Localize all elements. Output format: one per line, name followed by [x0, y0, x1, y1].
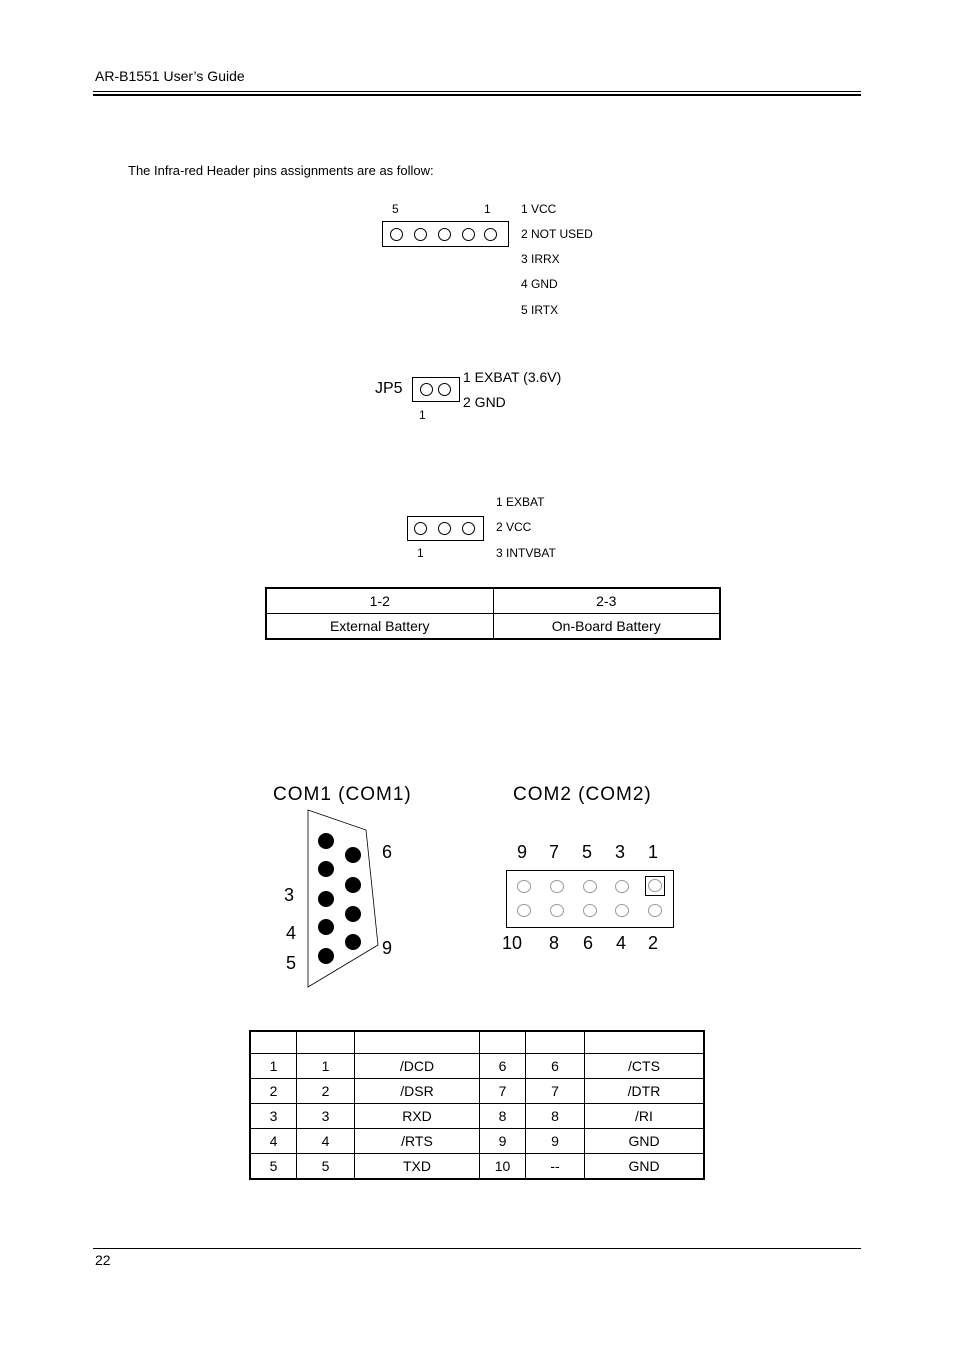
table-header-cell: [250, 1031, 297, 1054]
table-cell: GND: [585, 1154, 705, 1180]
header-rule-top: [93, 91, 861, 92]
table-row: [266, 614, 720, 640]
ir-pin-desc: 4 GND: [521, 277, 558, 291]
com2-pin: [615, 880, 629, 893]
header-rule-bottom: [93, 94, 861, 96]
com2-header-connector: [506, 870, 674, 928]
table-header-row: [250, 1031, 704, 1054]
ir-pin-5-label: 5: [392, 202, 399, 216]
table-cell: 4: [297, 1129, 355, 1154]
table-cell: 3: [297, 1104, 355, 1129]
table-header-row: [266, 588, 720, 614]
table-cell: 5: [250, 1154, 297, 1180]
table-cell: --: [526, 1154, 585, 1180]
ir-pin-desc: 2 NOT USED: [521, 227, 593, 241]
battery-setting-table: [265, 587, 721, 640]
table-cell: 6: [480, 1054, 526, 1079]
table-cell: /DTR: [585, 1079, 705, 1104]
battery-pin-desc: 2 VCC: [496, 520, 532, 534]
com1-pin-dot: [345, 847, 361, 863]
com-pin-assignment-table: [249, 1030, 705, 1180]
table-cell: External Battery: [266, 614, 493, 640]
table-header-cell: [480, 1031, 526, 1054]
com2-title: COM2 (COM2): [513, 784, 652, 805]
com2-pin: [583, 904, 597, 917]
table-row: [250, 1154, 704, 1180]
com2-bottom-label: 10: [502, 933, 523, 953]
battery-jumper-pin: [414, 522, 427, 535]
table-cell: 1: [250, 1054, 297, 1079]
ir-pin: [414, 228, 427, 241]
com2-top-label: 1: [648, 842, 659, 862]
battery-jumper-connector: [407, 516, 484, 541]
table-cell: 1: [297, 1054, 355, 1079]
table-cell: 3: [250, 1104, 297, 1129]
com1-label-6: 6: [382, 842, 393, 862]
ir-pin-1-label: 1: [484, 202, 491, 216]
com2-bottom-label: 4: [616, 933, 627, 953]
com1-pin-dot: [318, 861, 334, 877]
com1-pin-dot: [345, 877, 361, 893]
com2-top-label: 9: [517, 842, 528, 862]
com2-pin: [550, 880, 564, 893]
com1-pin-dot: [318, 833, 334, 849]
table-row: [250, 1054, 704, 1079]
table-cell: 2: [297, 1079, 355, 1104]
jp5-pin: [438, 383, 451, 396]
ir-pin-desc: 1 VCC: [521, 202, 557, 216]
ir-pin: [438, 228, 451, 241]
com2-pin: [583, 880, 597, 893]
page-header-title: AR-B1551 User’s Guide: [95, 68, 245, 84]
jp5-pin: [420, 383, 433, 396]
table-row: [250, 1129, 704, 1154]
com1-label-5: 5: [286, 953, 297, 973]
table-cell: /DSR: [355, 1079, 480, 1104]
ir-pin-desc: 3 IRRX: [521, 252, 560, 266]
com1-pin-dot: [318, 891, 334, 907]
table-cell: TXD: [355, 1154, 480, 1180]
com1-pin-dot: [318, 948, 334, 964]
table-header-cell: 2-3: [493, 588, 720, 614]
table-header-cell: [297, 1031, 355, 1054]
com1-label-9: 9: [382, 938, 393, 958]
com2-pin: [648, 879, 662, 892]
com2-pin: [550, 904, 564, 917]
battery-jumper-pin: [438, 522, 451, 535]
com1-title: COM1 (COM1): [273, 784, 412, 805]
com2-bottom-label: 6: [583, 933, 594, 953]
table-cell: 8: [526, 1104, 585, 1129]
battery-pin-desc: 3 INTVBAT: [496, 546, 556, 560]
ir-header-connector: [382, 221, 509, 247]
com1-label-4: 4: [286, 923, 297, 943]
com2-top-label: 5: [582, 842, 593, 862]
ir-pin: [484, 228, 497, 241]
table-cell: 6: [526, 1054, 585, 1079]
table-cell: 8: [480, 1104, 526, 1129]
com2-top-label: 7: [549, 842, 560, 862]
com1-db9-outline: [300, 805, 393, 995]
page-number: 22: [95, 1252, 111, 1268]
table-header-cell: [355, 1031, 480, 1054]
table-cell: 2: [250, 1079, 297, 1104]
table-row: [250, 1104, 704, 1129]
table-cell: /RI: [585, 1104, 705, 1129]
table-cell: 7: [480, 1079, 526, 1104]
jp5-connector: [412, 377, 460, 402]
com2-pin: [615, 904, 629, 917]
com2-bottom-label: 8: [549, 933, 560, 953]
battery-pin-desc: 1 EXBAT: [496, 495, 545, 509]
jp5-pin2-desc: 2 GND: [463, 394, 506, 410]
table-header-cell: [585, 1031, 705, 1054]
com2-pin: [517, 880, 531, 893]
table-cell: On-Board Battery: [493, 614, 720, 640]
com1-label-3: 3: [284, 885, 295, 905]
table-header-cell: 1-2: [266, 588, 493, 614]
com2-pin: [517, 904, 531, 917]
ir-pin-desc: 5 IRTX: [521, 303, 559, 317]
jp5-pin-mark: 1: [419, 408, 426, 422]
table-cell: RXD: [355, 1104, 480, 1129]
com2-pin1-square: [645, 876, 665, 896]
ir-pin: [390, 228, 403, 241]
table-cell: /DCD: [355, 1054, 480, 1079]
table-cell: GND: [585, 1129, 705, 1154]
table-cell: 9: [480, 1129, 526, 1154]
com2-bottom-label: 2: [648, 933, 659, 953]
table-cell: /CTS: [585, 1054, 705, 1079]
table-cell: 10: [480, 1154, 526, 1180]
table-cell: /RTS: [355, 1129, 480, 1154]
ir-pin: [462, 228, 475, 241]
com1-pin-dot: [345, 906, 361, 922]
battery-jumper-pin: [462, 522, 475, 535]
jp5-label: JP5: [375, 380, 403, 397]
jp5-pin1-desc: 1 EXBAT (3.6V): [463, 369, 562, 385]
footer-rule: [93, 1248, 861, 1249]
table-cell: 4: [250, 1129, 297, 1154]
table-cell: 5: [297, 1154, 355, 1180]
table-row: [250, 1079, 704, 1104]
intro-text: The Infra-red Header pins assignments are as follow:: [128, 163, 434, 178]
table-header-cell: [526, 1031, 585, 1054]
com2-top-label: 3: [615, 842, 626, 862]
com1-pin-dot: [345, 934, 361, 950]
com2-pin: [648, 904, 662, 917]
table-cell: 7: [526, 1079, 585, 1104]
com1-pin-dot: [318, 919, 334, 935]
battery-jumper-pin-mark: 1: [417, 546, 424, 560]
table-cell: 9: [526, 1129, 585, 1154]
